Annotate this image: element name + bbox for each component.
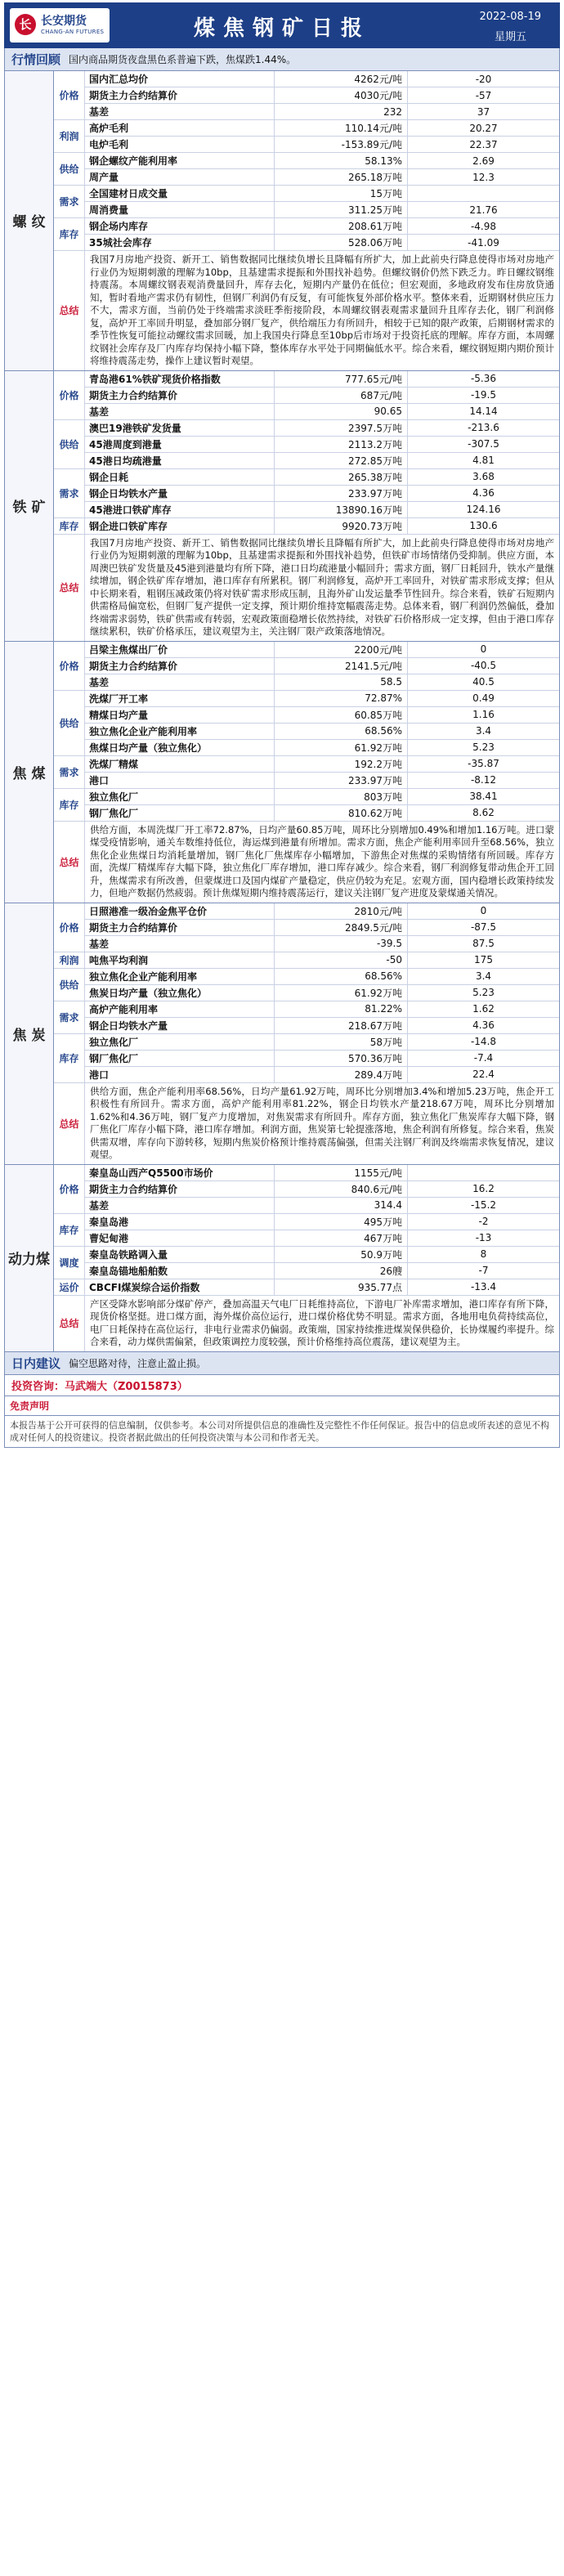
metric-change: 4.36 <box>472 1019 495 1031</box>
section-2 <box>4 642 560 903</box>
metric-change: -13 <box>475 1232 492 1243</box>
metric-value: 61.92万吨 <box>275 985 408 1001</box>
metric-group <box>54 642 559 691</box>
metric-row <box>85 137 559 152</box>
group-category: 库存 <box>54 218 85 250</box>
metric-row <box>85 186 559 202</box>
metric-name: 国内汇总均价 <box>85 71 275 87</box>
section-title: 焦 煤 <box>5 642 54 903</box>
metric-value: 311.25万吨 <box>275 202 408 217</box>
metric-row <box>85 1279 559 1295</box>
metric-name: 钢厂焦化厂 <box>85 1051 275 1066</box>
group-category: 供给 <box>54 420 85 468</box>
metric-value: 687元/吨 <box>275 388 408 403</box>
metric-change: 3.4 <box>475 970 492 982</box>
metric-value: 810.62万吨 <box>275 805 408 821</box>
metric-change: 40.5 <box>472 676 495 688</box>
metric-change: 87.5 <box>472 938 495 949</box>
summary-row <box>54 822 559 903</box>
metric-name: 高炉毛利 <box>85 120 275 136</box>
metric-change: -57 <box>475 89 492 101</box>
metric-value: 81.22% <box>275 1001 408 1017</box>
summary-row <box>54 251 559 370</box>
metric-value: 289.4万吨 <box>275 1067 408 1082</box>
summary-text: 供给方面，焦企产能利用率68.56%，日均产量61.92万吨，周环比分别增加3.4%和增加5.23万吨，焦企开工积极性有所回升。需求方面，高炉产能利用率81.22%，钢企日均铁水产量218.67万吨，周环比分别增加1.62%和4.36万吨，钢厂复产力度增加，对焦炭需求有所回升。库存方面，独立焦化厂焦炭库存大幅下降，钢厂焦化厂库存小幅下降，港口库存增加。利润方面，焦炭第七轮提涨落地，焦企利润有所修复。综合来看，焦炭供需双增，库存向下游转移，短期内焦炭价格预计维持震荡偏强，但需关注钢厂利润及终端需求恢复情况，建议观望。 <box>90 1085 554 1160</box>
summary-row <box>54 535 559 641</box>
metric-name: 澳巴19港铁矿发货量 <box>85 420 275 436</box>
metric-name: 焦煤日均产量（独立焦化） <box>85 740 275 755</box>
metric-value: 777.65元/吨 <box>275 371 408 387</box>
metric-row <box>85 437 559 453</box>
daily-advice <box>4 1352 560 1375</box>
metric-change: 130.6 <box>469 520 498 531</box>
metric-group <box>54 218 559 251</box>
summary-label: 总结 <box>54 251 85 370</box>
metric-name: 钢企日耗 <box>85 469 275 485</box>
metric-value: 935.77点 <box>275 1279 408 1295</box>
summary-row <box>54 1083 559 1164</box>
metric-group <box>54 153 559 186</box>
metric-value: 2849.5元/吨 <box>275 920 408 935</box>
group-category: 需求 <box>54 756 85 788</box>
metric-value: 26艘 <box>275 1263 408 1279</box>
metric-change: -41.09 <box>468 236 499 249</box>
metric-name: 吕梁主焦煤出厂价 <box>85 642 275 657</box>
group-category: 价格 <box>54 642 85 690</box>
metric-value: 4262元/吨 <box>275 71 408 87</box>
metric-row <box>85 371 559 388</box>
metric-name: 独立焦化企业产能利用率 <box>85 724 275 739</box>
metric-change: 20.27 <box>469 122 498 134</box>
metric-group <box>54 1034 559 1083</box>
metric-name: 独立焦化企业产能利用率 <box>85 969 275 984</box>
metric-value: 272.85万吨 <box>275 453 408 468</box>
metric-name: 基差 <box>85 674 275 690</box>
report-date: 2022-08-19 <box>479 11 541 23</box>
metric-row <box>85 518 559 534</box>
metric-name: 港口 <box>85 1067 275 1082</box>
group-category: 利润 <box>54 120 85 152</box>
metric-name: 期货主力合约结算价 <box>85 920 275 935</box>
metric-change: 8.62 <box>472 807 495 818</box>
metric-name: 期货主力合约结算价 <box>85 658 275 674</box>
metric-change: -2 <box>478 1216 489 1227</box>
metric-name: 基差 <box>85 1198 275 1213</box>
group-category: 供给 <box>54 691 85 755</box>
metric-row <box>85 153 559 169</box>
logo-name-cn: 长安期货 <box>41 15 87 28</box>
metric-value: 90.65 <box>275 404 408 419</box>
metric-name: 电炉毛利 <box>85 137 275 152</box>
metric-row <box>85 756 559 773</box>
metric-change: 38.41 <box>469 791 498 802</box>
metric-change: 3.4 <box>475 725 492 737</box>
metric-name: 曹妃甸港 <box>85 1230 275 1246</box>
metric-value: 61.92万吨 <box>275 740 408 755</box>
metric-row <box>85 469 559 486</box>
metric-change: -13.4 <box>470 1281 497 1292</box>
metric-change: 8 <box>480 1248 487 1260</box>
metric-name: 钢企螺纹产能利用率 <box>85 153 275 168</box>
metric-row <box>85 903 559 920</box>
metric-value: 265.18万吨 <box>275 169 408 185</box>
group-category: 供给 <box>54 969 85 1001</box>
metric-value: 13890.16万吨 <box>275 502 408 517</box>
metric-change: 22.37 <box>469 138 498 150</box>
metric-value: 4030元/吨 <box>275 87 408 103</box>
metric-change <box>408 186 559 201</box>
metric-row <box>85 1230 559 1246</box>
metric-group <box>54 469 559 518</box>
metric-row <box>85 1198 559 1213</box>
metric-change: 16.2 <box>472 1183 495 1194</box>
metric-change: -5.36 <box>470 373 497 384</box>
metric-value: 233.97万吨 <box>275 773 408 788</box>
group-category: 需求 <box>54 1001 85 1033</box>
metric-change: 37 <box>477 105 490 118</box>
author-line: 投资咨询：马武端大（Z0015873） <box>4 1375 560 1396</box>
metric-change: -14.8 <box>470 1036 497 1047</box>
metric-name: 秦皇岛港 <box>85 1214 275 1230</box>
metric-value: 2810元/吨 <box>275 903 408 919</box>
metric-row <box>85 674 559 690</box>
section-3 <box>4 903 560 1165</box>
metric-value: 60.85万吨 <box>275 707 408 723</box>
metric-row <box>85 486 559 502</box>
metric-value: 2397.5万吨 <box>275 420 408 436</box>
group-category: 库存 <box>54 789 85 821</box>
metric-row <box>85 1165 559 1181</box>
metric-name: 45港进口铁矿库存 <box>85 502 275 517</box>
metric-change: 2.69 <box>472 155 495 167</box>
metric-change: -4.98 <box>470 220 497 232</box>
metric-change: -307.5 <box>468 438 499 450</box>
group-category: 库存 <box>54 1214 85 1246</box>
metric-name: 周产量 <box>85 169 275 185</box>
metric-group <box>54 1214 559 1247</box>
group-category: 价格 <box>54 71 85 119</box>
metric-row <box>85 1001 559 1018</box>
metric-name: 钢企日均铁水产量 <box>85 1018 275 1033</box>
summary-label: 总结 <box>54 535 85 641</box>
metric-row <box>85 805 559 821</box>
metric-row <box>85 1263 559 1279</box>
metric-row <box>85 420 559 437</box>
metric-row <box>85 658 559 674</box>
metric-name: 独立焦化厂 <box>85 1034 275 1050</box>
daily-advice-label: 日内建议 <box>11 1355 61 1371</box>
metric-row <box>85 920 559 936</box>
summary-row <box>54 1296 559 1351</box>
metric-group <box>54 756 559 789</box>
metric-change: 12.3 <box>472 171 495 183</box>
metric-group <box>54 71 559 120</box>
metric-row <box>85 71 559 87</box>
summary-label: 总结 <box>54 1083 85 1164</box>
metric-group <box>54 120 559 153</box>
group-category: 运价 <box>54 1279 85 1295</box>
metric-name: 周消费量 <box>85 202 275 217</box>
metric-row <box>85 1067 559 1082</box>
metric-change: -213.6 <box>468 422 499 433</box>
metric-group <box>54 1279 559 1296</box>
metric-value: 208.61万吨 <box>275 218 408 234</box>
metric-group <box>54 903 559 952</box>
metric-name: 港口 <box>85 773 275 788</box>
section-body <box>54 903 559 1164</box>
metric-change: 0 <box>480 643 487 655</box>
metric-change: -40.5 <box>470 660 497 671</box>
metric-row <box>85 707 559 724</box>
group-category: 库存 <box>54 518 85 534</box>
metric-value: 233.97万吨 <box>275 486 408 501</box>
metric-name: 45港日均疏港量 <box>85 453 275 468</box>
metric-value: 9920.73万吨 <box>275 518 408 534</box>
metric-name: 洗煤厂开工率 <box>85 691 275 706</box>
metric-group <box>54 789 559 822</box>
metric-name: 秦皇岛铁路调入量 <box>85 1247 275 1262</box>
metric-change: -8.12 <box>470 774 497 786</box>
metric-group <box>54 420 559 469</box>
summary-text: 我国7月房地产投资、新开工、销售数据同比继续负增长且降幅有所扩大，加上此前央行降息使得市场对房地产行业仍为短期刺激的理解为10bp，且基建需求提振和外围找补趋势。但螺纹钢价仍然下跌乏力。昨日螺纹钢维持震荡。本周螺纹钢表观消费量回升，库存去化，短期内产量仍在低位；但宏观面，多地政府发布住房放贷通知，暂时看地产需求仍有韧性，但钢厂利润仍有反复，有可能恢复外部价格水平。整体来看，近期钢材供应压力不大，需求方面，当前仍处于终端需求淡旺季衔接阶段，本周螺纹钢表观需求量回升且库存去化，钢厂利润修复，高炉开工率回升明显，叠加部分钢厂复产，供给端压力有所回升，相较于已知的限产政策，后期钢材需求的季节性恢复可能拉动螺纹需求回暖，加上我国央行降息至10bp后市场对于投资托底的理解。库存方面，本周螺纹钢社会库存及厂内库存均保持小幅下降，整体库存水平处于同期偏低水平。综合来看，螺纹钢短期内期价预计将维持震荡走势，操作上建议暂时观望。 <box>90 253 554 366</box>
metric-row <box>85 169 559 185</box>
metric-value: -39.5 <box>275 936 408 952</box>
metric-row <box>85 1018 559 1033</box>
metric-change: 22.4 <box>472 1068 495 1080</box>
metric-change: 14.14 <box>469 405 498 417</box>
metric-name: 期货主力合约结算价 <box>85 87 275 103</box>
metric-row <box>85 691 559 707</box>
metric-row <box>85 202 559 217</box>
section-title: 铁 矿 <box>5 371 54 641</box>
metric-name: 基差 <box>85 104 275 119</box>
metric-name: 钢企进口铁矿库存 <box>85 518 275 534</box>
report-title: 煤焦钢矿日报 <box>193 16 370 41</box>
metric-change: 0 <box>480 905 487 916</box>
section-body <box>54 371 559 641</box>
metric-name: 钢企日均铁水产量 <box>85 486 275 501</box>
metric-row <box>85 218 559 235</box>
summary-text: 产区受降水影响部分煤矿停产，叠加高温天气电厂日耗维持高位，下游电厂补库需求增加，港口库存有所下降，现货价格坚挺。进口煤方面，海外煤价高位运行，进口煤价格优势不明显。需求方面，各地用电负荷持续高位，电厂日耗保持在高位运行，非电行业需求仍偏弱。政策端，国家持续推进煤炭保供稳价，长协煤履约率提升。综合来看，动力煤供需偏紧，但政策调控力度较强，预计价格维持高位震荡，建议观望为主。 <box>90 1297 554 1347</box>
metric-name: 钢企场内库存 <box>85 218 275 234</box>
group-category: 价格 <box>54 371 85 419</box>
metric-value: 232 <box>275 104 408 119</box>
metric-value: 58.13% <box>275 153 408 168</box>
metric-value: -153.89元/吨 <box>275 137 408 152</box>
metric-row <box>85 724 559 740</box>
metric-change: 3.68 <box>472 471 495 482</box>
summary-text: 我国7月房地产投资、新开工、销售数据同比继续负增长且降幅有所扩大，加上此前央行降息使得市场对房地产行业仍为短期刺激的理解为10bp，且基建需求提振和外围找补趋势，但铁矿市场情绪仍受抑制。供应方面，本周澳巴铁矿发货量及45港到港量均有所下降，港口日均疏港量小幅回升；需求方面，钢厂日耗回升，铁水产量继续增加，钢企铁矿库存增加，港口库存有所累积。钢厂利润修复，高炉开工率回升，对铁矿需求形成支撑；但从中长期来看，粗钢压减政策仍将对铁矿需求形成压制，且海外矿山发运量季节性回升。综合来看，铁矿石短期内供需格局偏宽松，但钢厂复产提供一定支撑，预计期价维持宽幅震荡走势。总体来看，钢厂利润仍然偏低，叠加终端需求弱势，铁矿供需或有转弱，宏观政策面稳增长依然持续，对铁矿石价格形成一定支撑，但由于港口库存继续累积，铁矿价格承压，建议观望为主，关注钢厂限产政策落地情况。 <box>90 536 554 637</box>
group-category: 库存 <box>54 1034 85 1082</box>
metric-group <box>54 371 559 420</box>
metric-value: 2113.2万吨 <box>275 437 408 452</box>
summary-text: 供给方面，本周洗煤厂开工率72.87%，日均产量60.85万吨，周环比分别增加0.49%和增加1.16万吨。进口蒙煤受疫情影响，通关车数维持低位，海运煤到港量有所增加。需求方面，焦企产能利用率回升至68.56%，独立焦化企业焦煤日均消耗量增加，钢厂焦化厂焦煤库存小幅增加，下游焦企对焦煤的采购情绪有所回暖。库存方面，洗煤厂精煤库存大幅下降，独立焦化厂库存增加，港口库存减少。综合来看，钢厂利润修复带动焦企开工回升，焦煤需求有所改善，但蒙煤进口及国内煤矿产量稳定，供应仍较为充足。宏观方面，国内稳增长政策持续发力，但地产数据仍然疲弱。预计焦煤短期内维持震荡运行，建议关注钢厂复产进度及蒙煤通关情况。 <box>90 823 554 898</box>
report-header <box>4 2 560 48</box>
metric-value: 2141.5元/吨 <box>275 658 408 674</box>
section-body <box>54 1165 559 1351</box>
logo-name-en: CHANG-AN FUTURES <box>41 29 105 35</box>
section-title: 焦 炭 <box>5 903 54 1164</box>
metric-group <box>54 518 559 535</box>
metric-change: 5.23 <box>472 987 495 998</box>
metric-name: 秦皇岛锚地船舶数 <box>85 1263 275 1279</box>
metric-name: 精煤日均产量 <box>85 707 275 723</box>
metric-value: 265.38万吨 <box>275 469 408 485</box>
group-category: 价格 <box>54 903 85 952</box>
commodity-sections <box>4 71 560 1352</box>
metric-value: 1155元/吨 <box>275 1165 408 1180</box>
metric-group <box>54 1165 559 1214</box>
metric-value: 528.06万吨 <box>275 235 408 250</box>
group-category: 需求 <box>54 469 85 517</box>
metric-row <box>85 404 559 419</box>
metric-value: 495万吨 <box>275 1214 408 1230</box>
metric-value: 570.36万吨 <box>275 1051 408 1066</box>
metric-name: 全国建材日成交量 <box>85 186 275 201</box>
metric-group <box>54 1247 559 1279</box>
metric-row <box>85 120 559 137</box>
metric-value: 68.56% <box>275 969 408 984</box>
metric-name: 秦皇岛山西产Q5500市场价 <box>85 1165 275 1180</box>
metric-row <box>85 388 559 404</box>
disclaimer-text: 本报告基于公开可获得的信息编制，仅供参考。本公司对所提供信息的准确性及完整性不作任何保证。报告中的信息或所表述的意见不构成对任何人的投资建议。投资者据此做出的任何投资决策与本公司和作者无关。 <box>4 1416 560 1448</box>
section-0 <box>4 71 560 371</box>
metric-name: 钢厂焦化厂 <box>85 805 275 821</box>
metric-group <box>54 186 559 218</box>
group-category: 调度 <box>54 1247 85 1279</box>
daily-advice-text: 偏空思路对待，注意止盈止损。 <box>69 1357 207 1369</box>
metric-group <box>54 1001 559 1034</box>
metric-name: 日照港准一级冶金焦平仓价 <box>85 903 275 919</box>
metric-change: -15.2 <box>470 1199 497 1211</box>
metric-row <box>85 235 559 250</box>
metric-change: 4.36 <box>472 487 495 499</box>
logo-mark-icon: 长 <box>15 14 36 35</box>
metric-change: -87.5 <box>470 921 497 933</box>
group-category: 需求 <box>54 186 85 217</box>
metric-value: 840.6元/吨 <box>275 1181 408 1197</box>
metric-row <box>85 642 559 658</box>
group-category: 价格 <box>54 1165 85 1213</box>
metric-value: 68.56% <box>275 724 408 739</box>
metric-change: -7.4 <box>473 1052 494 1064</box>
metric-name: CBCFI煤炭综合运价指数 <box>85 1279 275 1295</box>
metric-name: 青岛港61%铁矿现货价格指数 <box>85 371 275 387</box>
metric-name: 期货主力合约结算价 <box>85 388 275 403</box>
metric-name: 35城社会库存 <box>85 235 275 250</box>
metric-change: 1.62 <box>472 1003 495 1015</box>
metric-name: 45港周度到港量 <box>85 437 275 452</box>
metric-value: 58万吨 <box>275 1034 408 1050</box>
section-4 <box>4 1165 560 1352</box>
metric-row <box>85 1181 559 1198</box>
section-body <box>54 71 559 370</box>
section-body <box>54 642 559 903</box>
metric-name: 独立焦化厂 <box>85 789 275 804</box>
metric-row <box>85 453 559 468</box>
section-title: 动力煤 <box>5 1165 54 1351</box>
metric-name: 期货主力合约结算价 <box>85 1181 275 1197</box>
metric-value: 15万吨 <box>275 186 408 201</box>
metric-name: 吨焦平均利润 <box>85 952 275 968</box>
disclaimer-title: 免责声明 <box>4 1396 560 1416</box>
metric-row <box>85 952 559 968</box>
market-review <box>4 48 560 71</box>
metric-change: 4.81 <box>472 455 495 466</box>
metric-value: 2200元/吨 <box>275 642 408 657</box>
market-review-label: 行情回顾 <box>11 52 61 67</box>
metric-row <box>85 87 559 104</box>
section-1 <box>4 371 560 642</box>
market-review-text: 国内商品期货夜盘黑色系普遍下跌，焦煤跌1.44%。 <box>69 54 297 65</box>
metric-group <box>54 691 559 756</box>
metric-change: -19.5 <box>470 389 497 401</box>
metric-row <box>85 1051 559 1067</box>
metric-row <box>85 773 559 788</box>
metric-row <box>85 502 559 517</box>
metric-group <box>54 969 559 1001</box>
metric-value: 218.67万吨 <box>275 1018 408 1033</box>
metric-name: 焦炭日均产量（独立焦化） <box>85 985 275 1001</box>
metric-change: -7 <box>478 1265 489 1276</box>
metric-group <box>54 952 559 969</box>
metric-change <box>408 1165 559 1180</box>
metric-value: 192.2万吨 <box>275 756 408 772</box>
metric-change: 124.16 <box>466 504 501 515</box>
metric-row <box>85 104 559 119</box>
metric-name: 基差 <box>85 936 275 952</box>
summary-label: 总结 <box>54 822 85 903</box>
summary-label: 总结 <box>54 1296 85 1351</box>
metric-value: 314.4 <box>275 1198 408 1213</box>
metric-value: 803万吨 <box>275 789 408 804</box>
metric-value: 50.9万吨 <box>275 1247 408 1262</box>
metric-value: 72.87% <box>275 691 408 706</box>
metric-row <box>85 969 559 985</box>
metric-value: -50 <box>275 952 408 968</box>
metric-change: 1.16 <box>472 709 495 720</box>
metric-change: 0.49 <box>472 692 495 704</box>
metric-value: 110.14元/吨 <box>275 120 408 136</box>
section-title: 螺 纹 <box>5 71 54 370</box>
metric-row <box>85 1214 559 1230</box>
metric-change: 175 <box>474 954 493 965</box>
metric-row <box>85 1247 559 1263</box>
group-category: 利润 <box>54 952 85 968</box>
metric-change: -20 <box>475 73 492 85</box>
metric-change: 21.76 <box>469 204 498 216</box>
metric-row <box>85 936 559 952</box>
metric-name: 基差 <box>85 404 275 419</box>
metric-row <box>85 789 559 805</box>
metric-row <box>85 740 559 755</box>
metric-change: 5.23 <box>472 741 495 753</box>
report-weekday: 星期五 <box>494 31 526 43</box>
metric-name: 高炉产能利用率 <box>85 1001 275 1017</box>
metric-value: 467万吨 <box>275 1230 408 1246</box>
metric-value: 58.5 <box>275 674 408 690</box>
metric-row <box>85 1034 559 1051</box>
metric-name: 洗煤厂精煤 <box>85 756 275 772</box>
group-category: 供给 <box>54 153 85 185</box>
metric-change: -35.87 <box>468 758 499 769</box>
metric-row <box>85 985 559 1001</box>
